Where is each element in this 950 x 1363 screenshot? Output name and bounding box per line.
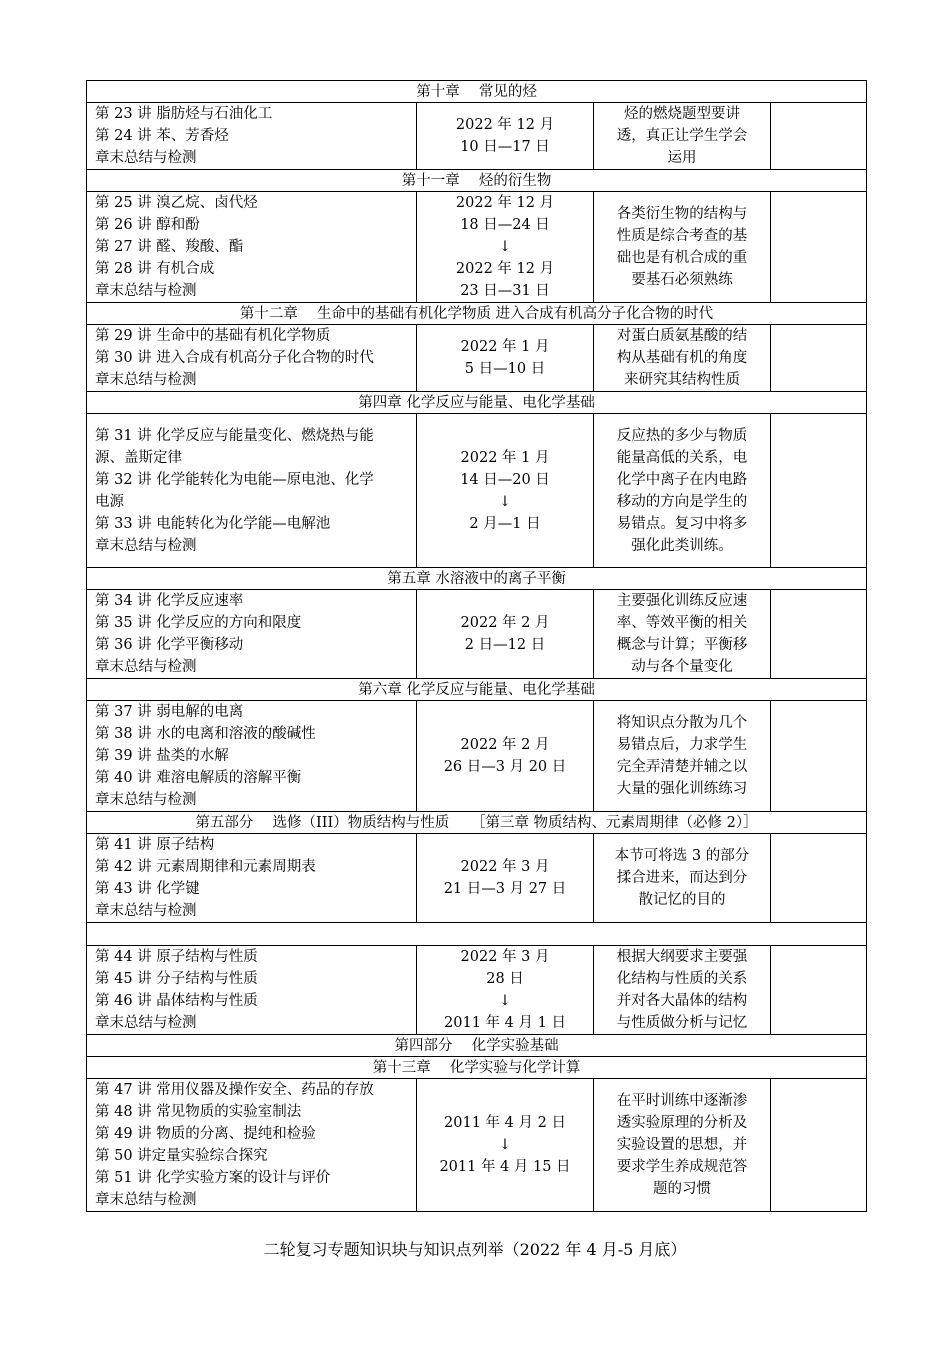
note-line: 础也是有机合成的重 <box>616 250 748 266</box>
lecture-item: 第 50 讲定量实验综合探究 <box>95 1148 268 1164</box>
lecture-item: 电源 <box>95 493 124 510</box>
empty-cell <box>771 590 867 679</box>
table-row <box>87 103 867 170</box>
note-line: 要求学生养成规范答 <box>616 1159 748 1175</box>
date-range <box>417 414 594 568</box>
empty-cell <box>771 103 867 170</box>
empty-cell <box>771 192 867 303</box>
table-row <box>87 325 867 392</box>
lecture-item: 章末总结与检测 <box>95 537 197 554</box>
date-range <box>417 103 594 170</box>
lecture-item: 第 34 讲 化学反应速率 <box>95 593 244 609</box>
lecture-list <box>87 325 417 392</box>
lecture-item: 第 26 讲 醇和酚 <box>95 217 200 233</box>
date-line: 2022 年 12 月 <box>455 195 555 211</box>
date-line: 2022 年 2 月 <box>460 615 550 631</box>
empty-cell <box>771 1079 867 1212</box>
lecture-item: 第 48 讲 常见物质的实验室制法 <box>95 1104 302 1120</box>
date-line: 10 日—17 日 <box>460 139 550 155</box>
empty-cell <box>771 946 867 1035</box>
date-range <box>417 701 594 812</box>
date-line: 2011 年 4 月 15 日 <box>439 1159 571 1175</box>
note-line: 题的习惯 <box>653 1181 711 1197</box>
lecture-item: 第 35 讲 化学反应的方向和限度 <box>95 615 302 631</box>
note-line: 大量的强化训练练习 <box>616 781 748 797</box>
note-line: 主要强化训练反应速 <box>616 593 748 609</box>
note-line: 化结构与性质的关系 <box>616 971 748 987</box>
teaching-note <box>594 946 771 1035</box>
lecture-item: 第 39 讲 盐类的水解 <box>95 748 229 764</box>
date-line: ↓ <box>498 1137 512 1153</box>
note-line: 散记忆的目的 <box>638 892 726 908</box>
date-line: 2022 年 3 月 <box>460 949 550 965</box>
note-line: 概念与计算；平衡移 <box>616 637 748 653</box>
lecture-list <box>87 192 417 303</box>
date-range <box>417 590 594 679</box>
date-range <box>417 1079 594 1212</box>
lecture-item: 第 41 讲 原子结构 <box>95 837 215 853</box>
date-line: 2022 年 12 月 <box>455 261 555 277</box>
lecture-item: 第 43 讲 化学键 <box>95 881 200 897</box>
date-line: 2022 年 3 月 <box>460 859 550 875</box>
lecture-item: 章末总结与检测 <box>95 150 197 166</box>
teaching-note <box>594 590 771 679</box>
note-line: 移动的方向是学生的 <box>616 493 748 510</box>
lecture-item: 第 31 讲 化学反应与能量变化、燃烧热与能 <box>95 427 374 444</box>
note-line: 与性质做分析与记忆 <box>616 1015 748 1031</box>
empty-cell <box>771 834 867 923</box>
section-header: 第五章 水溶液中的离子平衡 <box>87 568 867 590</box>
lecture-item: 第 32 讲 化学能转化为电能—原电池、化学 <box>95 471 374 488</box>
note-line: 烃的燃烧题型要讲 <box>624 106 740 122</box>
empty-cell <box>771 414 867 568</box>
lecture-item: 第 25 讲 溴乙烷、卤代烃 <box>95 195 258 211</box>
date-line: 5 日—10 日 <box>464 361 546 377</box>
note-line: 并对各大晶体的结构 <box>616 993 748 1009</box>
lecture-item: 第 36 讲 化学平衡移动 <box>95 637 244 653</box>
lecture-list <box>87 1079 417 1212</box>
lecture-item: 第 29 讲 生命中的基础有机化学物质 <box>95 328 331 344</box>
note-line: 构从基础有机的角度 <box>616 350 748 366</box>
date-line: 18 日—24 日 <box>460 217 550 233</box>
empty-cell <box>771 325 867 392</box>
date-line: 14 日—20 日 <box>460 471 550 488</box>
lecture-item: 第 45 讲 分子结构与性质 <box>95 971 258 987</box>
date-line: 23 日—31 日 <box>460 283 550 299</box>
lecture-item: 第 46 讲 晶体结构与性质 <box>95 993 258 1009</box>
note-line: 易错点后，力求学生 <box>616 737 748 753</box>
lecture-list <box>87 834 417 923</box>
lecture-list <box>87 701 417 812</box>
note-line: 根据大纲要求主要强 <box>616 949 748 965</box>
section-header: 第十章 常见的烃 <box>87 81 867 103</box>
lecture-item: 章末总结与检测 <box>95 659 197 675</box>
date-range <box>417 325 594 392</box>
lecture-item: 章末总结与检测 <box>95 1015 197 1031</box>
lecture-item: 章末总结与检测 <box>95 283 197 299</box>
teaching-note <box>594 834 771 923</box>
lecture-list <box>87 414 417 568</box>
lecture-item: 第 40 讲 难溶电解质的溶解平衡 <box>95 770 302 786</box>
date-line: 2022 年 12 月 <box>455 117 555 133</box>
lecture-item: 第 44 讲 原子结构与性质 <box>95 949 258 965</box>
note-line: 揉合进来，而达到分 <box>616 870 748 886</box>
section-header: 第四部分 化学实验基础 <box>87 1035 867 1057</box>
section-header <box>87 923 867 946</box>
table-row <box>87 834 867 923</box>
section-header: 第十二章 生命中的基础有机化学物质 进入合成有机高分子化合物的时代 <box>87 303 867 325</box>
lecture-item: 第 24 讲 苯、芳香烃 <box>95 128 229 144</box>
date-line: 26 日—3 月 20 日 <box>443 759 567 775</box>
note-line: 本节可将选 3 的部分 <box>614 848 750 864</box>
lecture-item: 第 37 讲 弱电解的电离 <box>95 704 244 720</box>
note-line: 透，真正让学生学会 <box>616 128 748 144</box>
lecture-item: 章末总结与检测 <box>95 903 197 919</box>
date-line: 21 日—3 月 27 日 <box>443 881 567 897</box>
date-line: 2011 年 4 月 2 日 <box>444 1115 566 1131</box>
note-line: 实验设置的思想，并 <box>616 1137 748 1153</box>
note-line: 能量高低的关系，电 <box>616 449 748 466</box>
lecture-item: 第 28 讲 有机合成 <box>95 261 215 277</box>
lecture-item: 第 49 讲 物质的分离、提纯和检验 <box>95 1126 316 1142</box>
table-row <box>87 701 867 812</box>
lecture-item: 第 23 讲 脂肪烃与石油化工 <box>95 106 273 122</box>
date-range <box>417 946 594 1035</box>
lecture-item: 源、盖斯定律 <box>95 449 182 466</box>
lecture-list <box>87 103 417 170</box>
lecture-item: 第 47 讲 常用仪器及操作安全、药品的存放 <box>95 1082 374 1098</box>
date-line: ↓ <box>498 239 512 255</box>
date-line: 2 日—12 日 <box>464 637 546 653</box>
date-range <box>417 192 594 303</box>
note-line: 在平时训练中逐渐渗 <box>616 1093 748 1109</box>
note-line: 将知识点分散为几个 <box>616 715 748 731</box>
review-schedule-table <box>86 80 867 1212</box>
section-header: 第四章 化学反应与能量、电化学基础 <box>87 392 867 414</box>
date-line: 2022 年 2 月 <box>460 737 550 753</box>
section-header: 第六章 化学反应与能量、电化学基础 <box>87 679 867 701</box>
lecture-item: 第 30 讲 进入合成有机高分子化合物的时代 <box>95 350 374 366</box>
lecture-item: 章末总结与检测 <box>95 372 197 388</box>
teaching-note <box>594 701 771 812</box>
note-line: 强化此类训练。 <box>631 537 733 554</box>
lecture-item: 章末总结与检测 <box>95 1192 197 1208</box>
table-row <box>87 1079 867 1212</box>
date-line: 2011 年 4 月 1 日 <box>444 1015 566 1031</box>
note-line: 化学中离子在内电路 <box>616 471 748 488</box>
table-row <box>87 590 867 679</box>
note-line: 运用 <box>667 150 697 166</box>
empty-cell <box>771 701 867 812</box>
date-line: 28 日 <box>486 971 524 987</box>
date-line: 2022 年 1 月 <box>460 339 550 355</box>
date-line: ↓ <box>498 993 512 1009</box>
note-line: 要基石必须熟练 <box>631 272 733 288</box>
footer-caption: 二轮复习专题知识块与知识点列举（2022 年 4 月-5 月底） <box>263 1240 687 1259</box>
lecture-item: 第 51 讲 化学实验方案的设计与评价 <box>95 1170 331 1186</box>
table-row <box>87 414 867 568</box>
note-line: 各类衍生物的结构与 <box>616 206 748 222</box>
table-row <box>87 192 867 303</box>
lecture-list <box>87 590 417 679</box>
lecture-item: 章末总结与检测 <box>95 792 197 808</box>
teaching-note <box>594 192 771 303</box>
note-line: 透实验原理的分析及 <box>616 1115 748 1131</box>
teaching-note <box>594 325 771 392</box>
lecture-list <box>87 946 417 1035</box>
lecture-item: 第 27 讲 醛、羧酸、酯 <box>95 239 244 255</box>
table-row <box>87 946 867 1035</box>
note-line: 完全弄清楚并辅之以 <box>616 759 748 775</box>
section-header: 第十三章 化学实验与化学计算 <box>87 1057 867 1079</box>
date-line: 2 月—1 日 <box>469 515 541 532</box>
lecture-item: 第 38 讲 水的电离和溶液的酸碱性 <box>95 726 316 742</box>
note-line: 来研究其结构性质 <box>624 372 740 388</box>
teaching-note <box>594 103 771 170</box>
date-line: ↓ <box>498 493 512 510</box>
lecture-item: 第 33 讲 电能转化为化学能—电解池 <box>95 515 331 532</box>
note-line: 率、等效平衡的相关 <box>616 615 748 631</box>
note-line: 易错点。复习中将多 <box>616 515 748 532</box>
note-line: 动与各个量变化 <box>631 659 733 675</box>
note-line: 性质是综合考查的基 <box>616 228 748 244</box>
lecture-item: 第 42 讲 元素周期律和元素周期表 <box>95 859 316 875</box>
teaching-note <box>594 1079 771 1212</box>
section-header: 第十一章 烃的衍生物 <box>87 170 867 192</box>
note-line: 对蛋白质氨基酸的结 <box>616 328 748 344</box>
date-range <box>417 834 594 923</box>
teaching-note <box>594 414 771 568</box>
note-line: 反应热的多少与物质 <box>616 427 748 444</box>
date-line: 2022 年 1 月 <box>460 449 550 466</box>
section-header: 第五部分 选修（III）物质结构与性质 ［第三章 物质结构、元素周期律（必修 2）］ <box>87 812 867 834</box>
